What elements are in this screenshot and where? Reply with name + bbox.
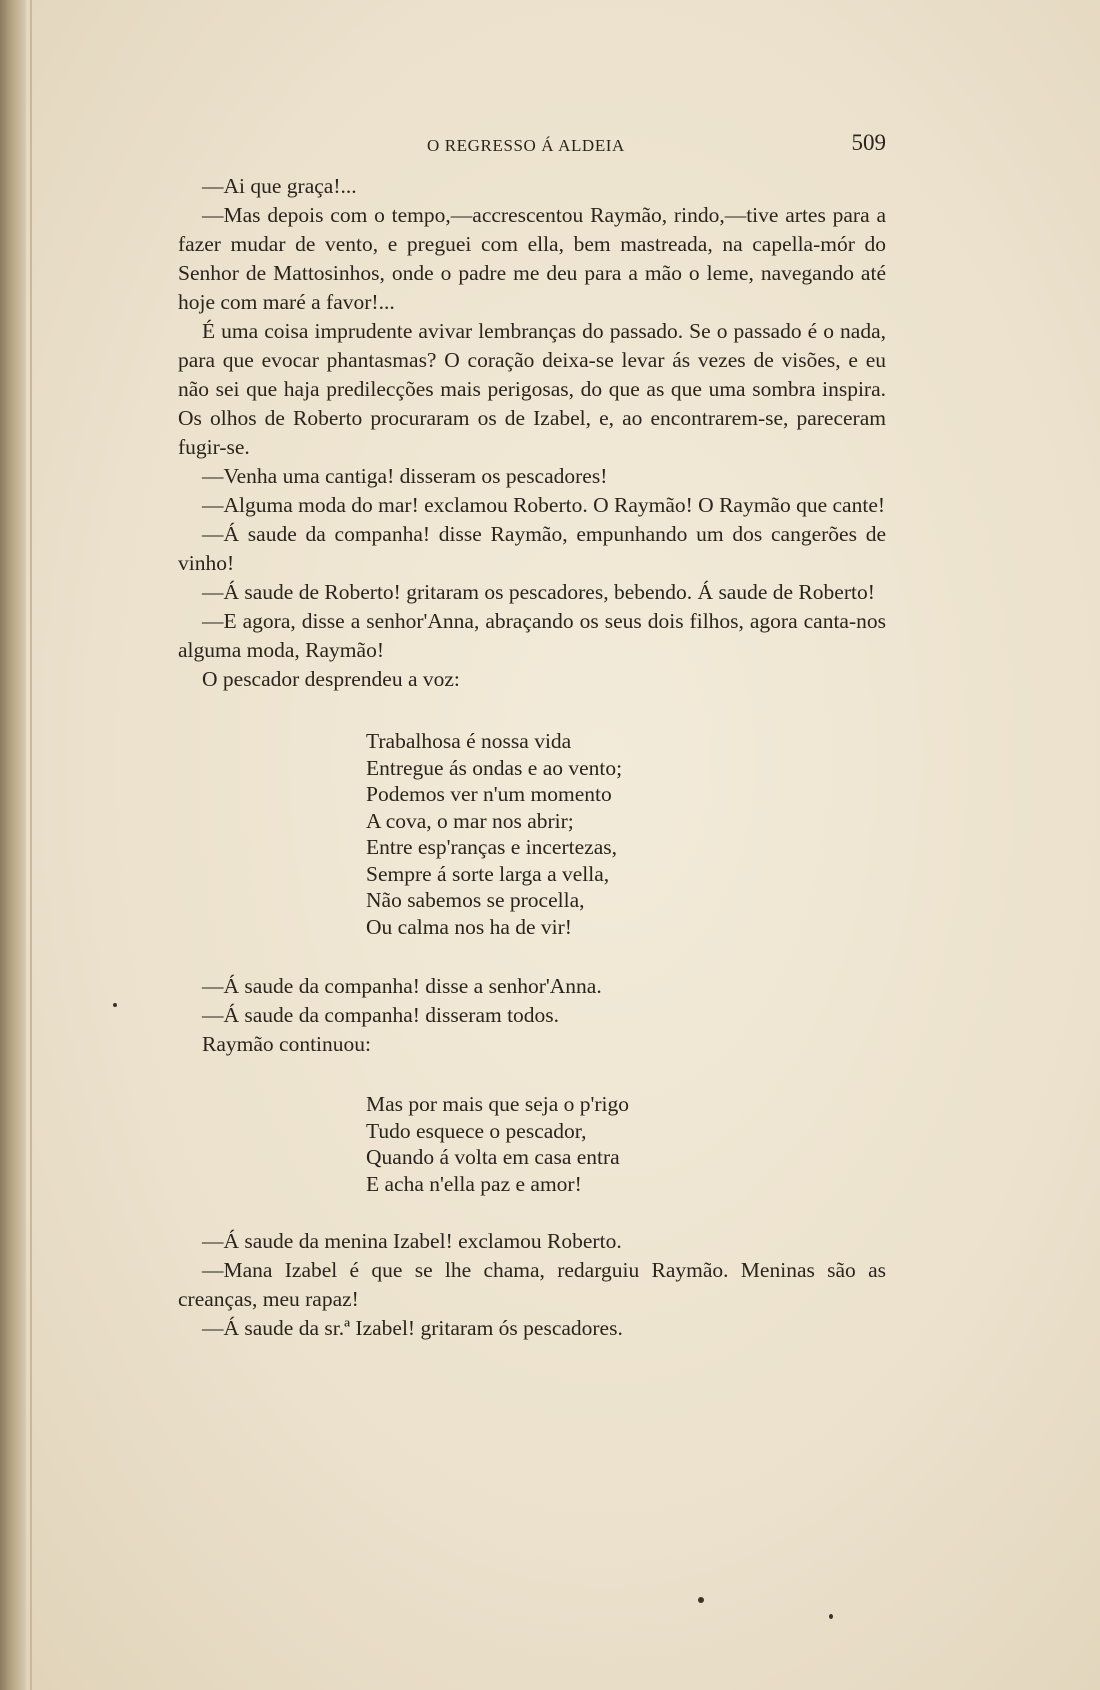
song-stanza-2: [366, 1091, 886, 1197]
paragraph: —Ai que graça!...: [202, 174, 357, 198]
paragraph: —Mana Izabel é que se lhe chama, redarguiu Raymão. Meninas são as creanças, meu rapaz!: [178, 1258, 886, 1311]
paragraph: —Á saude da sr.ª Izabel! gritaram ós pescadores.: [202, 1316, 623, 1340]
verse-line: Não sabemos se procella,: [366, 888, 585, 912]
paragraph: —Á saude da menina Izabel! exclamou Roberto.: [202, 1229, 622, 1253]
paragraph: —Venha uma cantiga! disseram os pescadores!: [202, 464, 608, 488]
paragraph: —Á saude de Roberto! gritaram os pescadores, bebendo. Á saude de Roberto!: [202, 580, 875, 604]
paragraph: O pescador desprendeu a voz:: [202, 667, 460, 691]
verse-line: Podemos ver n'um momento: [366, 782, 612, 806]
paper-speck: [829, 1614, 833, 1619]
paragraph: —Mas depois com o tempo,—accrescentou Raymão, rindo,—tive artes para a fazer mudar de vento, e preguei com ella, bem mastreada, na capella-mór do Senhor de Mattosinhos, onde o padre me deu para a mão o leme, navegando até hoje com maré a favor!...: [178, 203, 886, 314]
paragraph: —Á saude da companha! disse a senhor'Anna.: [202, 974, 602, 998]
running-title: O REGRESSO Á ALDEIA: [427, 136, 625, 155]
page-header: [180, 128, 886, 162]
verse-line: Trabalhosa é nossa vida: [366, 729, 572, 753]
paragraph: É uma coisa imprudente avivar lembranças do passado. Se o passado é o nada, para que evocar phantasmas? O coração deixa-se levar ás vezes de visões, e eu não sei que haja predilecções mais perigosas, do que as que uma sombra inspira. Os olhos de Roberto procuraram os de Izabel, e, ao encontrarem-se, pareceram fugir-se.: [178, 319, 886, 459]
verse-line: Tudo esquece o pescador,: [366, 1118, 587, 1143]
paragraph: Raymão continuou:: [202, 1032, 371, 1056]
binding-edge: [30, 0, 32, 1690]
body-text: [178, 172, 886, 1343]
page-number: 509: [851, 130, 886, 155]
paragraph: —E agora, disse a senhor'Anna, abraçando os seus dois filhos, agora canta-nos alguma moda, Raymão!: [178, 609, 886, 662]
verse-line: Sempre á sorte larga a vella,: [366, 861, 610, 886]
paper-speck: [113, 1003, 117, 1007]
verse-line: E acha n'ella paz e amor!: [366, 1171, 582, 1196]
verse-line: A cova, o mar nos abrir;: [366, 808, 574, 833]
verse-line: Entregue ás ondas e ao vento;: [366, 755, 623, 780]
paragraph: —Á saude da companha! disse Raymão, empunhando um dos cangerões de vinho!: [178, 522, 886, 575]
verse-line: Ou calma nos ha de vir!: [366, 914, 572, 939]
verse-line: Entre esp'ranças e incertezas,: [366, 835, 617, 859]
paper-speck: [698, 1597, 704, 1603]
verse-line: Quando á volta em casa entra: [366, 1145, 620, 1169]
song-stanza-1: [366, 728, 886, 940]
paragraph: —Alguma moda do mar! exclamou Roberto. O Raymão! O Raymão que cante!: [202, 493, 886, 517]
paragraph: —Á saude da companha! disseram todos.: [202, 1003, 560, 1027]
binding-gutter: [0, 0, 26, 1690]
verse-line: Mas por mais que seja o p'rigo: [366, 1092, 630, 1116]
